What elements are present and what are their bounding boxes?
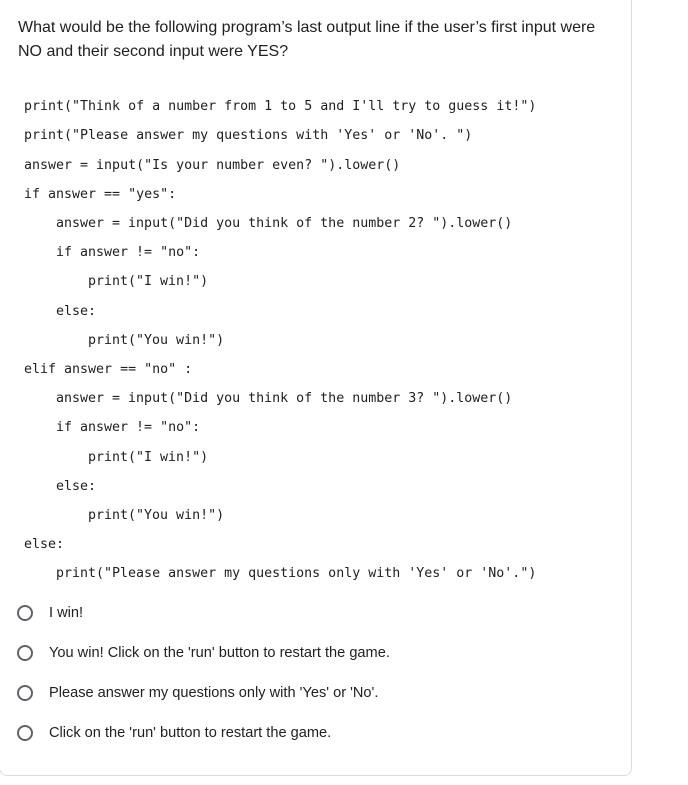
option-label: I win! — [49, 605, 84, 621]
code-line: print("You win!") — [88, 333, 225, 348]
radio-button[interactable] — [17, 605, 33, 621]
code-line: else: — [56, 479, 97, 494]
code-line: print("Please answer my questions only with 'Yes' or 'No'.") — [56, 566, 537, 581]
code-line: if answer != "no": — [56, 420, 201, 435]
code-line: elif answer == "no" : — [24, 362, 193, 377]
option-label: Click on the 'run' button to restart the game. — [49, 725, 332, 741]
code-line: print("Please answer my questions with 'Yes' or 'No'. ") — [24, 128, 473, 143]
radio-button[interactable] — [17, 685, 33, 701]
code-line: if answer != "no": — [56, 245, 201, 260]
question-text: What would be the following program’s last output line if the user’s first input were NO and their second input were YES? — [18, 19, 596, 60]
option-4[interactable] — [17, 721, 331, 745]
code-line: print("Think of a number from 1 to 5 and I'll try to guess it!") — [24, 99, 537, 114]
code-line: print("I win!") — [88, 450, 209, 465]
code-line: answer = input("Did you think of the number 3? ").lower() — [56, 391, 513, 406]
radio-button[interactable] — [17, 725, 33, 741]
code-line: answer = input("Did you think of the number 2? ").lower() — [56, 216, 513, 231]
code-line: else: — [24, 537, 65, 552]
code-line: if answer == "yes": — [24, 187, 177, 202]
code-line: else: — [56, 304, 97, 319]
code-line: print("You win!") — [88, 508, 225, 523]
option-label: You win! Click on the 'run' button to restart the game. — [49, 645, 390, 661]
code-line: print("I win!") — [88, 274, 209, 289]
option-label: Please answer my questions only with 'Yes' or 'No'. — [49, 685, 379, 701]
option-3[interactable] — [17, 681, 378, 705]
code-line: answer = input("Is your number even? ").lower() — [24, 158, 401, 173]
option-2[interactable] — [17, 641, 390, 665]
radio-button[interactable] — [17, 645, 33, 661]
option-1[interactable] — [17, 601, 83, 625]
